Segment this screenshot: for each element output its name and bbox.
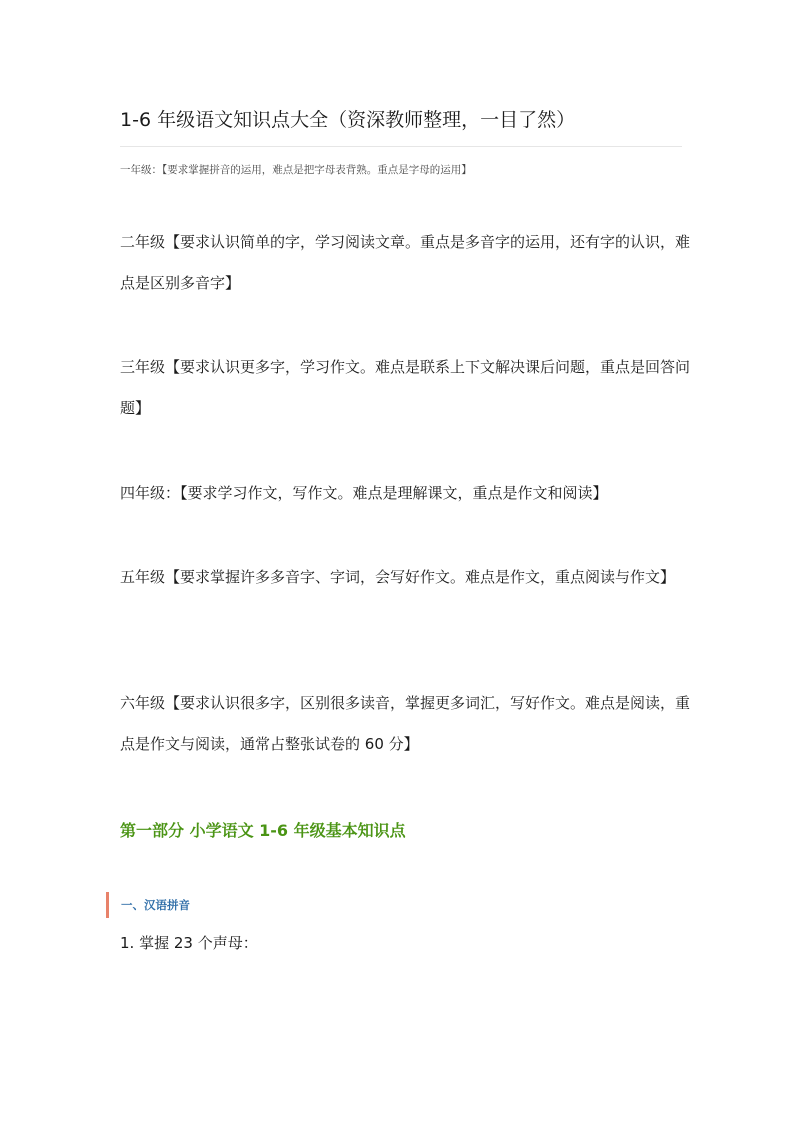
subheading-pinyin: 一、汉语拼音: [106, 892, 190, 918]
section-heading: 第一部分 小学语文 1-6 年级基本知识点: [120, 821, 406, 840]
grade-5-paragraph: 五年级【要求掌握许多多音字、字词，会写好作文。难点是作文，重点阅读与作文】: [120, 568, 676, 586]
list-item: 1. 掌握 23 个声母：: [120, 934, 258, 952]
page-title: 1-6 年级语文知识点大全（资深教师整理，一目了然）: [120, 109, 576, 131]
grade-2-paragraph: 二年级【要求认识简单的字，学习阅读文章。重点是多音字的运用，还有字的认识，难点是区别多音字】: [120, 233, 691, 292]
grade-4-paragraph: 四年级：【要求学习作文，写作文。难点是理解课文，重点是作文和阅读】: [120, 484, 608, 502]
grade-6-paragraph: 六年级【要求认识很多字，区别很多读音，掌握更多词汇，写好作文。难点是阅读，重点是作文与阅读，通常占整张试卷的 60 分】: [120, 694, 691, 753]
title-divider: [120, 146, 682, 147]
grade-1-text: 一年级：【要求掌握拼音的运用，难点是把字母表背熟。重点是字母的运用】: [120, 164, 472, 176]
grade-3-paragraph: 三年级【要求认识更多字，学习作文。难点是联系上下文解决课后问题，重点是回答问题】: [120, 358, 691, 417]
